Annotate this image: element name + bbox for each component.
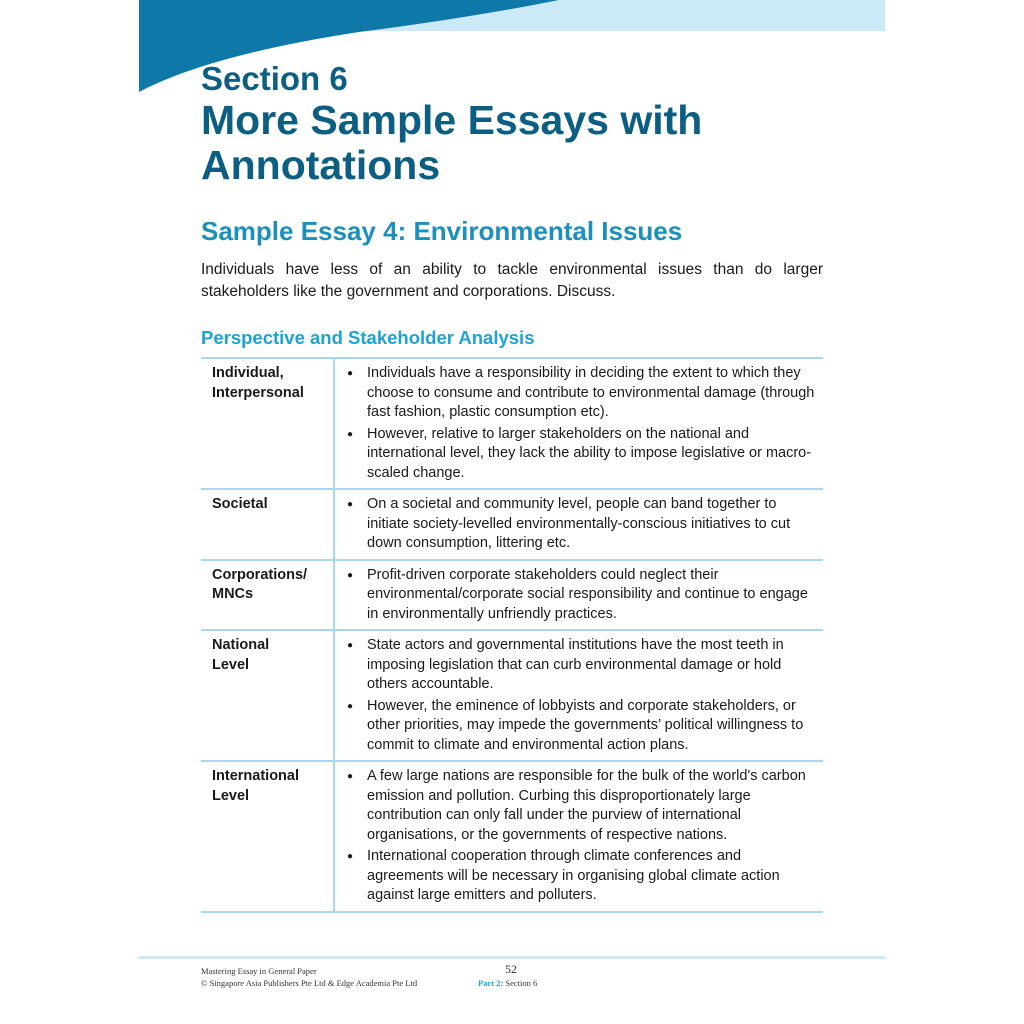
bullet-point: ● International cooperation through climate conferences and agreements will be necessary in organising global climate action against large emitters and polluters. [347,847,817,906]
footer-part-section [478,978,537,989]
section-title: More Sample Essays with Annotations [201,97,703,188]
stakeholder-label: Societal [212,496,268,512]
stakeholder-cell [201,358,334,489]
table-row [201,630,823,761]
footer-copyright: © Singapore Asia Publishers Pte Ltd & Edge Academia Pte Ltd [201,978,418,988]
essay-prompt: Individuals have less of an ability to tackle environmental issues than do larger stakeholders like the government and corporations. Discuss. [201,261,823,300]
stakeholder-cell [201,761,334,912]
points-cell [334,761,823,912]
bullet-point: ● However, the eminence of lobbyists and corporate stakeholders, or other priorities, may impede the governments’ political willingness to commit to climate and environmental action plans. [347,697,817,756]
bullet-list [347,566,817,625]
points-cell [334,358,823,489]
points-cell [334,560,823,631]
stakeholder-label: Interpersonal [212,384,304,401]
bullet-point: ● Individuals have a responsibility in deciding the extent to which they choose to consume and contribute to environmental damage (through fast fashion, plastic consumption etc). [347,364,817,423]
stakeholder-analysis-table [201,357,823,913]
table-row [201,358,823,489]
stakeholder-cell [201,489,334,560]
analysis-heading: Perspective and Stakeholder Analysis [201,327,535,348]
stakeholder-label: MNCs [212,586,254,602]
stakeholder-label: National [212,637,270,653]
page-number: 52 [505,962,517,976]
bullet-point: ● On a societal and community level, people can band together to initiate society-levelled environmentally-conscious initiatives to cut down consumption, littering etc. [347,495,817,554]
stakeholder-cell [201,560,334,631]
bullet-list [347,364,817,483]
stakeholder-label: Level [212,656,250,673]
stakeholder-label: Level [212,787,250,804]
bullet-point: ● Profit-driven corporate stakeholders could neglect their environmental/corporate social responsibility and continue to engage in environmentally unfriendly practices. [347,566,817,625]
bullet-list [347,767,817,906]
table-row [201,560,823,631]
stakeholder-label: International [212,768,300,784]
bullet-point: ● However, relative to larger stakeholders on the national and international level, they lack the ability to impose legislative or macro-scaled change. [347,425,817,484]
bullet-point: ● A few large nations are responsible for the bulk of the world's carbon emission and pollution. Curbing this disproportionately large contribution can only fall under the purview of international organisations, or the governments of respective nations. [347,767,817,845]
footer-divider [139,956,885,959]
points-cell [334,630,823,761]
essay-title: Sample Essay 4: Environmental Issues [201,216,683,246]
bullet-list [347,636,817,755]
footer-part-label: Part 2: [478,978,504,988]
table-row [201,489,823,560]
stakeholder-label: Corporations/ [212,566,308,583]
table-row [201,761,823,912]
footer-section-label: Section 6 [505,978,538,988]
bullet-point: ● State actors and governmental institutions have the most teeth in imposing legislation that can curb environmental damage or hold others accountable. [347,636,817,695]
stakeholder-cell [201,630,334,761]
section-number: Section 6 [201,60,348,97]
points-cell [334,489,823,560]
bullet-list [347,495,817,554]
footer-book-title: Mastering Essay in General Paper [201,966,317,976]
stakeholder-label: Individual, [212,365,284,381]
